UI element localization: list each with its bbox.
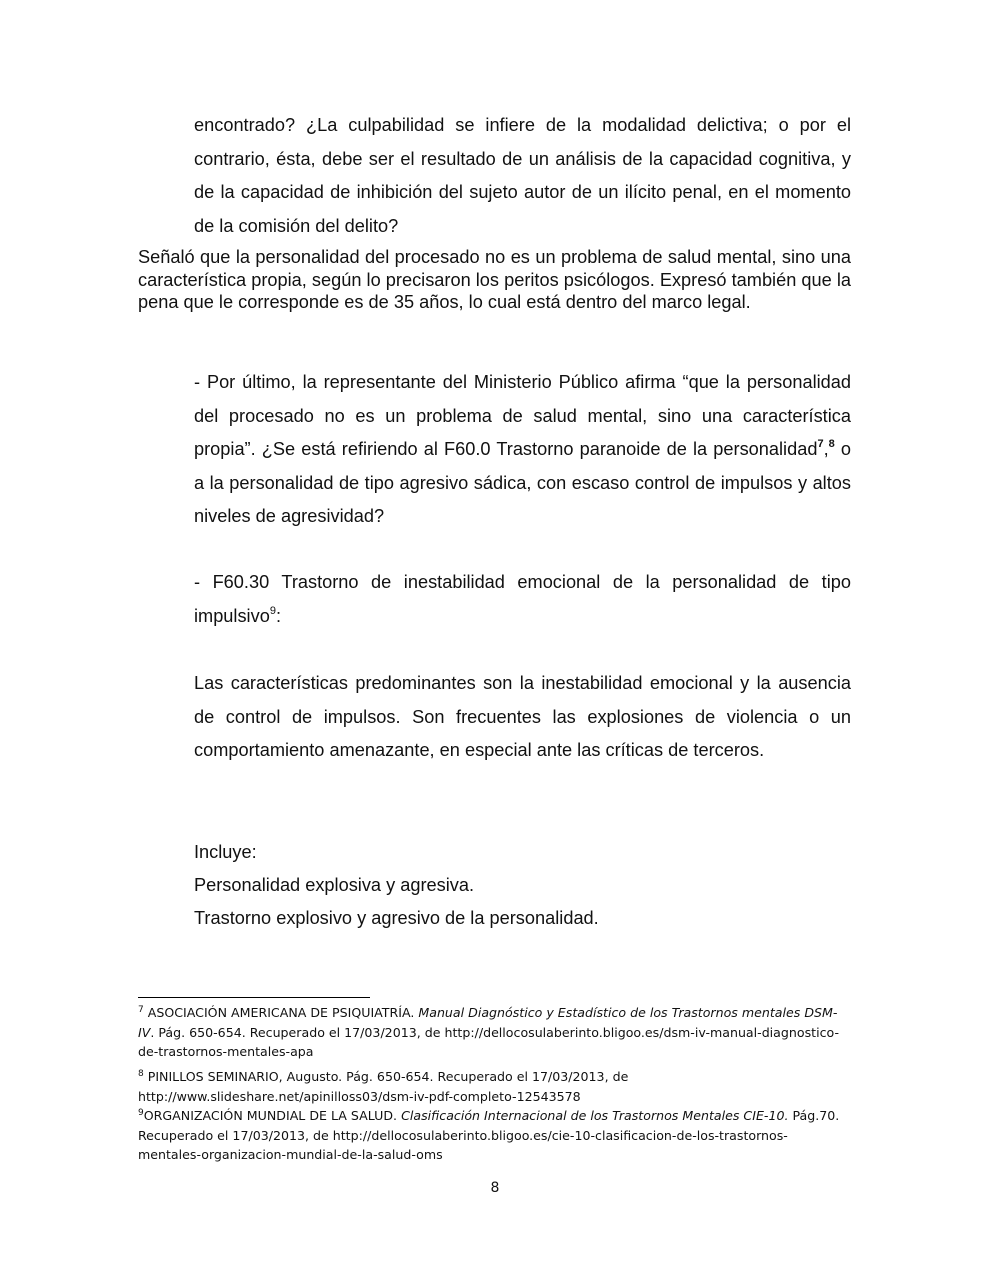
footnote-source: . Pág. 650-654. Recuperado el 17/03/2013, de http://dellocosulaberinto.bligoo.es/dsm-iv-manual-diagnostico-de-trastornos-mentales-apa: [138, 1024, 839, 1059]
paragraph-text: :: [275, 605, 281, 626]
paragraph-f60-30-heading: [194, 566, 851, 633]
footnote-ref-separator: ,: [823, 439, 829, 459]
footnote-source: Pág.70. Recuperado el 17/03/2013, de http://dellocosulaberinto.bligoo.es/cie-10-clasificacion-de-los-trastornos-mentales-organizacion-mundial-de-la-salud-oms: [138, 1108, 840, 1162]
footnote-author: ORGANIZACIÓN MUNDIAL DE LA SALUD.: [143, 1108, 402, 1123]
footnote-ref-7[interactable]: 7: [817, 438, 824, 450]
paragraph-text: encontrado? ¿La culpabilidad se infiere de la modalidad delictiva; o por el contrario, ésta, debe ser el resultado de un análisis de la capacidad cognitiva, y de la capacidad de inhibición del sujeto autor de un ilícito penal, en el momento de la comisión del delito?: [194, 115, 851, 236]
footnote-number: 8: [138, 1069, 144, 1079]
paragraph-text: Señaló que la personalidad del procesado no es un problema de salud mental, sino una característica propia, según lo precisaron los peritos psicólogos. Expresó también que la pena que le corresponde es de 35 años, lo cual está dentro del marco legal.: [138, 247, 851, 312]
paragraph-text: - Por último, la representante del Ministerio Público afirma “que la personalidad del procesado no es un problema de salud mental, sino una característica propia”. ¿Se está refiriendo al F60.0 Trastorno paranoide de la personalidad: [194, 372, 851, 459]
footnote-8: [138, 1067, 851, 1106]
includes-list: [194, 836, 851, 935]
footnote-author: ASOCIACIÓN AMERICANA DE PSIQUIATRÍA.: [143, 1005, 419, 1020]
footnote-9: [138, 1106, 851, 1165]
footnote-number: 9: [138, 1108, 144, 1118]
footnote-title: Manual Diagnóstico y Estadístico de los Trastornos mentales DSM-IV: [138, 1005, 838, 1040]
paragraph-personality-statement: [138, 246, 851, 314]
footnote-7: [138, 1003, 851, 1062]
footnote-title: Clasificación Internacional de los Trastornos Mentales CIE-10.: [401, 1108, 789, 1123]
paragraph-text: Las características predominantes son la inestabilidad emocional y la ausencia de control de impulsos. Son frecuentes las explosiones de violencia o un comportamiento amenazante, en especial ante las críticas de terceros.: [194, 673, 851, 760]
paragraph-characteristics: [194, 667, 851, 768]
footnote-divider: [138, 997, 370, 998]
footnote-number: 7: [138, 1005, 144, 1015]
footnote-source: PINILLOS SEMINARIO, Augusto. Pág. 650-654. Recuperado el 17/03/2013, de http://www.slideshare.net/apinilloss03/dsm-iv-pdf-completo-12543578: [138, 1069, 629, 1104]
includes-item: Personalidad explosiva y agresiva.: [194, 875, 475, 895]
footnote-ref-9[interactable]: 9: [269, 604, 276, 617]
includes-item: Trastorno explosivo y agresivo de la personalidad.: [194, 908, 599, 928]
includes-label: Incluye:: [194, 842, 257, 862]
paragraph-question-culpability: [194, 109, 851, 243]
paragraph-ministerio-publico: [194, 366, 851, 534]
page-number: 8: [490, 1180, 500, 1196]
paragraph-text: - F60.30 Trastorno de inestabilidad emocional de la personalidad de tipo impulsivo: [194, 572, 851, 626]
footnote-ref-8[interactable]: 8: [828, 438, 835, 450]
paragraph-text: o a la personalidad de tipo agresivo sádica, con escaso control de impulsos y altos niveles de agresividad?: [194, 439, 851, 526]
